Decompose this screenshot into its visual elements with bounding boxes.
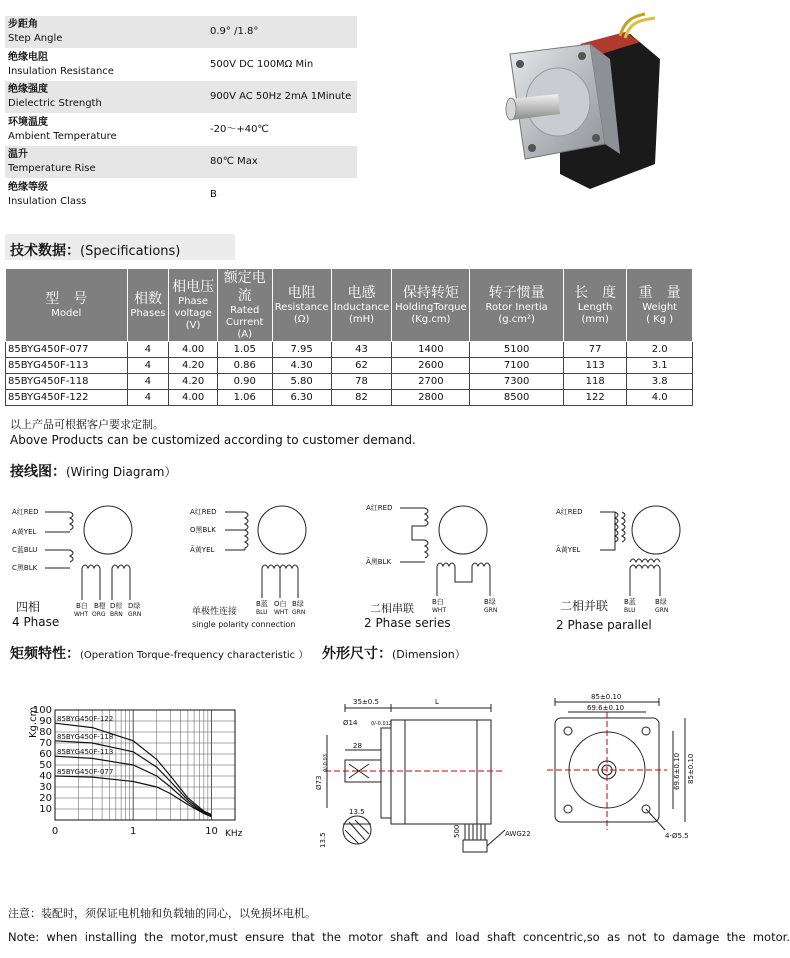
spec-cell: 1.06	[217, 390, 272, 406]
dim-holes: 4-Ø5.5	[665, 832, 689, 840]
d1-e2: BRN	[110, 611, 123, 618]
d2-b0: B蓝	[256, 600, 268, 608]
spec-cell: 7100	[470, 358, 564, 374]
param-label-en: Temperature Rise	[8, 163, 96, 174]
d4-b1: B绿	[655, 598, 667, 606]
dim-flat-h: 13.5	[319, 832, 327, 848]
y-tick-label: 100	[32, 705, 52, 716]
spec-cell: 3.1	[627, 358, 693, 374]
d2-label-en: single polarity connection	[192, 620, 296, 629]
spec-cell: 82	[331, 390, 392, 406]
spec-title	[10, 240, 180, 260]
spec-cell: 3.8	[627, 374, 693, 390]
d3-e0: WHT	[432, 607, 447, 614]
param-label-cn: 环境温度	[8, 116, 48, 128]
d1-lead-3: C黑BLK	[12, 564, 38, 572]
dim-lead-len: 500	[453, 824, 461, 838]
spec-cell: 1400	[392, 342, 470, 358]
d1-e0: WHT	[74, 611, 89, 618]
spec-cell: 1.05	[217, 342, 272, 358]
y-tick-label: 90	[39, 716, 52, 727]
spec-header	[272, 269, 331, 342]
spec-header-unit: ( Kg )	[646, 314, 674, 325]
x-tick-label: 1	[130, 826, 137, 837]
spec-header-unit: (g.cm²)	[498, 314, 535, 325]
param-row	[5, 16, 357, 48]
param-row	[5, 179, 357, 211]
d3-lead-1: Ā黑BLK	[366, 558, 392, 566]
param-label	[8, 81, 198, 115]
spec-header-en: Inductance	[333, 302, 390, 313]
spec-header-cn: 额定电流	[223, 270, 266, 304]
spec-cell: 8500	[470, 390, 564, 406]
spec-row	[6, 374, 693, 390]
d4-label-en: 2 Phase parallel	[556, 618, 652, 632]
d2-label-cn: 单极性连接	[192, 607, 238, 617]
spec-cell: 85BYG450F-122	[6, 390, 128, 406]
x-tick-label: 10	[205, 826, 218, 837]
spec-header-unit: (Kg.cm)	[411, 314, 451, 325]
spec-header-cn: 转子惯量	[488, 285, 545, 301]
param-row	[5, 146, 357, 178]
d3-e1: GRN	[484, 607, 498, 614]
d1-lead-1: A黄YEL	[12, 528, 37, 536]
spec-cell: 78	[331, 374, 392, 390]
d1-label-en: 4 Phase	[12, 615, 60, 629]
param-label-en: Ambient Temperature	[8, 130, 117, 142]
wiring-title	[10, 461, 176, 481]
spec-cell: 2.0	[627, 342, 693, 358]
dim-square: 85±0.10	[591, 693, 622, 701]
spec-header-unit: (mH)	[348, 314, 375, 325]
spec-header-en: Resistance	[274, 302, 329, 313]
spec-cell: 4.20	[169, 358, 217, 374]
spec-cell: 4.00	[169, 342, 217, 358]
spec-cell: 4	[127, 358, 169, 374]
footer-cn: 注意：装配时，须保证电机轴和负载轴的同心，以免损坏电机。	[8, 907, 316, 920]
spec-header-cn: 长 度	[574, 285, 617, 301]
param-label	[8, 16, 198, 50]
param-label-cn: 绝缘电阻	[8, 51, 48, 63]
y-tick-label: 40	[39, 771, 52, 782]
dim-shaft-tol: 0/-0.012	[371, 721, 392, 727]
spec-header-cn: 相数	[133, 291, 162, 307]
spec-cell: 0.86	[217, 358, 272, 374]
spec-header-en: HoldingTorque	[395, 302, 467, 313]
spec-header-unit: (mm)	[581, 314, 609, 325]
d4-label-cn: 二相并联	[560, 599, 609, 613]
d1-e1: ORG	[92, 611, 106, 618]
y-tick-label: 60	[39, 749, 52, 760]
spec-cell: 85BYG450F-113	[6, 358, 128, 374]
spec-row	[6, 390, 693, 406]
spec-cell: 122	[563, 390, 626, 406]
param-label-cn: 步距角	[8, 19, 38, 30]
spec-cell: 118	[563, 374, 626, 390]
param-value: -20～+40℃	[210, 123, 269, 135]
d3-b1: B绿	[484, 598, 496, 606]
torque-title	[10, 643, 308, 663]
spec-header-cn: 重 量	[638, 285, 681, 301]
d3-b0: B白	[432, 598, 444, 606]
custom-note-cn: 以上产品可根据客户要求定制。	[10, 418, 164, 431]
spec-header-en: Phase voltage	[174, 296, 212, 319]
spec-header	[563, 269, 626, 342]
spec-header-cn: 电阻	[287, 285, 316, 301]
param-label-cn: 温升	[8, 149, 28, 160]
spec-cell: 4	[127, 390, 169, 406]
spec-header-cn: 相电压	[172, 279, 215, 295]
d4-lead-0: A红RED	[556, 508, 583, 516]
spec-row	[6, 342, 693, 358]
d2-lead-2: Ā黄YEL	[190, 546, 215, 554]
d4-b0: B蓝	[624, 598, 636, 606]
y-tick-label: 10	[39, 804, 52, 815]
spec-header-unit: (A)	[237, 329, 253, 340]
wiring-4-phase	[45, 506, 132, 600]
series-label: 85BYG450F-077	[57, 768, 114, 776]
d1-b0: B白	[76, 602, 88, 610]
spec-cell: 62	[331, 358, 392, 374]
y-tick-label: 30	[39, 782, 52, 793]
spec-title-cn: 技术数据：	[10, 243, 80, 259]
dim-hole-pitch-v: 69.6±0.10	[673, 752, 681, 790]
param-value: 500V DC 100MΩ Min	[210, 58, 314, 70]
spec-cell: 4	[127, 374, 169, 390]
param-label-en: Step Angle	[8, 33, 63, 44]
spec-cell: 2700	[392, 374, 470, 390]
d2-e0: BLU	[256, 609, 268, 616]
spec-cell: 5.80	[272, 374, 331, 390]
spec-cell: 4	[127, 342, 169, 358]
spec-header-en: Rated Current	[225, 305, 264, 328]
y-axis-label: Kg.cm	[28, 706, 39, 738]
spec-cell: 4.00	[169, 390, 217, 406]
d1-b1: B橙	[94, 602, 106, 610]
spec-header-cn: 保持转矩	[402, 285, 459, 301]
dim-hole-pitch: 69.6±0.10	[587, 704, 625, 712]
dimension-title-en: (Dimension）	[392, 648, 466, 661]
spec-header	[392, 269, 470, 342]
spec-cell: 6.30	[272, 390, 331, 406]
d1-label-cn: 四相	[16, 600, 41, 614]
spec-header	[470, 269, 564, 342]
spec-table	[5, 268, 693, 406]
body-side	[391, 720, 491, 824]
d4-e0: BLU	[624, 607, 636, 614]
spec-header	[6, 269, 128, 342]
param-row	[5, 49, 357, 81]
param-label	[8, 179, 198, 213]
spec-header-cn: 型 号	[45, 291, 88, 307]
spec-header-cn: 电感	[347, 285, 376, 301]
torque-title-en: (Operation Torque-frequency characteristic ）	[80, 650, 309, 661]
spec-cell: 0.90	[217, 374, 272, 390]
dim-square-v: 85±0.10	[687, 753, 695, 784]
d2-b2: B绿	[292, 600, 304, 608]
param-value: 80℃ Max	[210, 156, 258, 167]
param-value: 900V AC 50Hz 2mA 1Minute	[210, 91, 352, 102]
spec-header-en: Weight	[642, 302, 678, 313]
footer-en: Note: when installing the motor,must ensure that the motor shaft and load shaft concentric,so as not to damage the motor.	[8, 930, 790, 944]
d2-lead-1: O黑BLK	[190, 526, 216, 534]
spec-cell: 4.20	[169, 374, 217, 390]
spec-cell: 4.0	[627, 390, 693, 406]
param-label-en: Insulation Resistance	[8, 65, 114, 77]
d1-e3: GRN	[128, 611, 142, 618]
y-tick-label: 50	[39, 760, 52, 771]
d4-e1: GRN	[655, 607, 669, 614]
d2-b1: O白	[274, 600, 287, 608]
spec-header	[627, 269, 693, 342]
spec-cell: 43	[331, 342, 392, 358]
spec-header	[217, 269, 272, 342]
y-tick-label: 20	[39, 793, 52, 804]
spec-cell: 113	[563, 358, 626, 374]
param-label	[8, 114, 198, 148]
x-axis-label: KHz	[225, 829, 243, 839]
spec-cell: 7.95	[272, 342, 331, 358]
spec-cell: 4.30	[272, 358, 331, 374]
wiring-2-phase-parallel	[600, 506, 680, 596]
param-row	[5, 81, 357, 113]
param-label-en: Insulation Class	[8, 195, 87, 207]
series-label: 85BYG450F-122	[57, 715, 114, 724]
spec-header-en: Rotor Inertia	[485, 302, 548, 313]
spec-header-unit: (V)	[185, 320, 201, 331]
param-label-cn: 绝缘强度	[8, 84, 48, 95]
param-label	[8, 146, 198, 180]
spec-title-en: (Specifications)	[80, 244, 181, 259]
wiring-title-cn: 接线图：	[10, 464, 66, 480]
param-value: B	[210, 188, 217, 200]
spec-header-en: Length	[577, 302, 613, 313]
spec-cell: 2800	[392, 390, 470, 406]
spec-cell: 77	[563, 342, 626, 358]
dim-shaft-len: 35±0.5	[353, 698, 379, 706]
d2-lead-0: A红RED	[190, 508, 217, 516]
spec-header-en: Model	[51, 308, 82, 319]
spec-header	[331, 269, 392, 342]
spec-cell: 2600	[392, 358, 470, 374]
spec-header	[169, 269, 217, 342]
d2-e2: GRN	[292, 609, 306, 616]
spec-cell: 7300	[470, 374, 564, 390]
torque-title-cn: 矩频特性：	[10, 646, 80, 662]
d1-b2: D棕	[110, 602, 123, 610]
d1-lead-2: C蓝BLU	[12, 546, 38, 554]
motor-photo	[470, 14, 685, 214]
dim-body-len: L	[435, 698, 439, 706]
d4-lead-1: Ā黄YEL	[556, 546, 581, 554]
spec-header-en: Phases	[130, 308, 166, 319]
spec-cell: 5100	[470, 342, 564, 358]
d1-lead-0: A红RED	[12, 508, 39, 516]
param-label-en: Dielectric Strength	[8, 98, 102, 109]
d3-label-cn: 二相串联	[370, 602, 414, 615]
series-label: 85BYG450F-118	[57, 732, 114, 741]
spec-header	[127, 269, 169, 342]
d3-lead-0: A红RED	[366, 504, 393, 512]
d2-e1: WHT	[274, 609, 289, 616]
dimension-title-cn: 外形尺寸：	[322, 646, 392, 662]
dim-pilot: Ø73	[315, 775, 323, 790]
wiring-title-en: (Wiring Diagram）	[66, 465, 177, 479]
dimension-drawing	[315, 690, 700, 855]
spec-header-unit: (Ω)	[293, 314, 310, 325]
param-label-cn: 绝缘等级	[8, 181, 48, 193]
spec-row	[6, 358, 693, 374]
flange-side	[381, 728, 391, 818]
dim-awg: AWG22	[505, 830, 531, 838]
wiring-2-phase-series	[400, 506, 490, 596]
dim-pilot-tol: 0/-0.03	[323, 754, 329, 772]
dimension-title	[322, 643, 466, 663]
x-tick-label: 0	[51, 826, 59, 837]
d3-label-en: 2 Phase series	[364, 616, 451, 630]
custom-note-en: Above Products can be customized according to customer demand.	[10, 433, 416, 447]
dim-flat-len: 28	[353, 742, 362, 750]
param-row	[5, 114, 357, 146]
spec-cell: 85BYG450F-077	[6, 342, 128, 358]
dim-flat: 13.5	[349, 808, 365, 816]
torque-chart	[0, 690, 290, 840]
series-label: 85BYG450F-113	[57, 748, 114, 757]
d1-b3: D绿	[128, 602, 141, 610]
param-label	[8, 49, 198, 83]
param-value: 0.9° /1.8°	[210, 26, 259, 37]
y-tick-label: 70	[39, 738, 52, 749]
y-tick-label: 80	[39, 727, 52, 738]
spec-cell: 85BYG450F-118	[6, 374, 128, 390]
wiring-single-polarity	[225, 506, 306, 598]
dim-shaft-dia: Ø14	[343, 719, 358, 727]
